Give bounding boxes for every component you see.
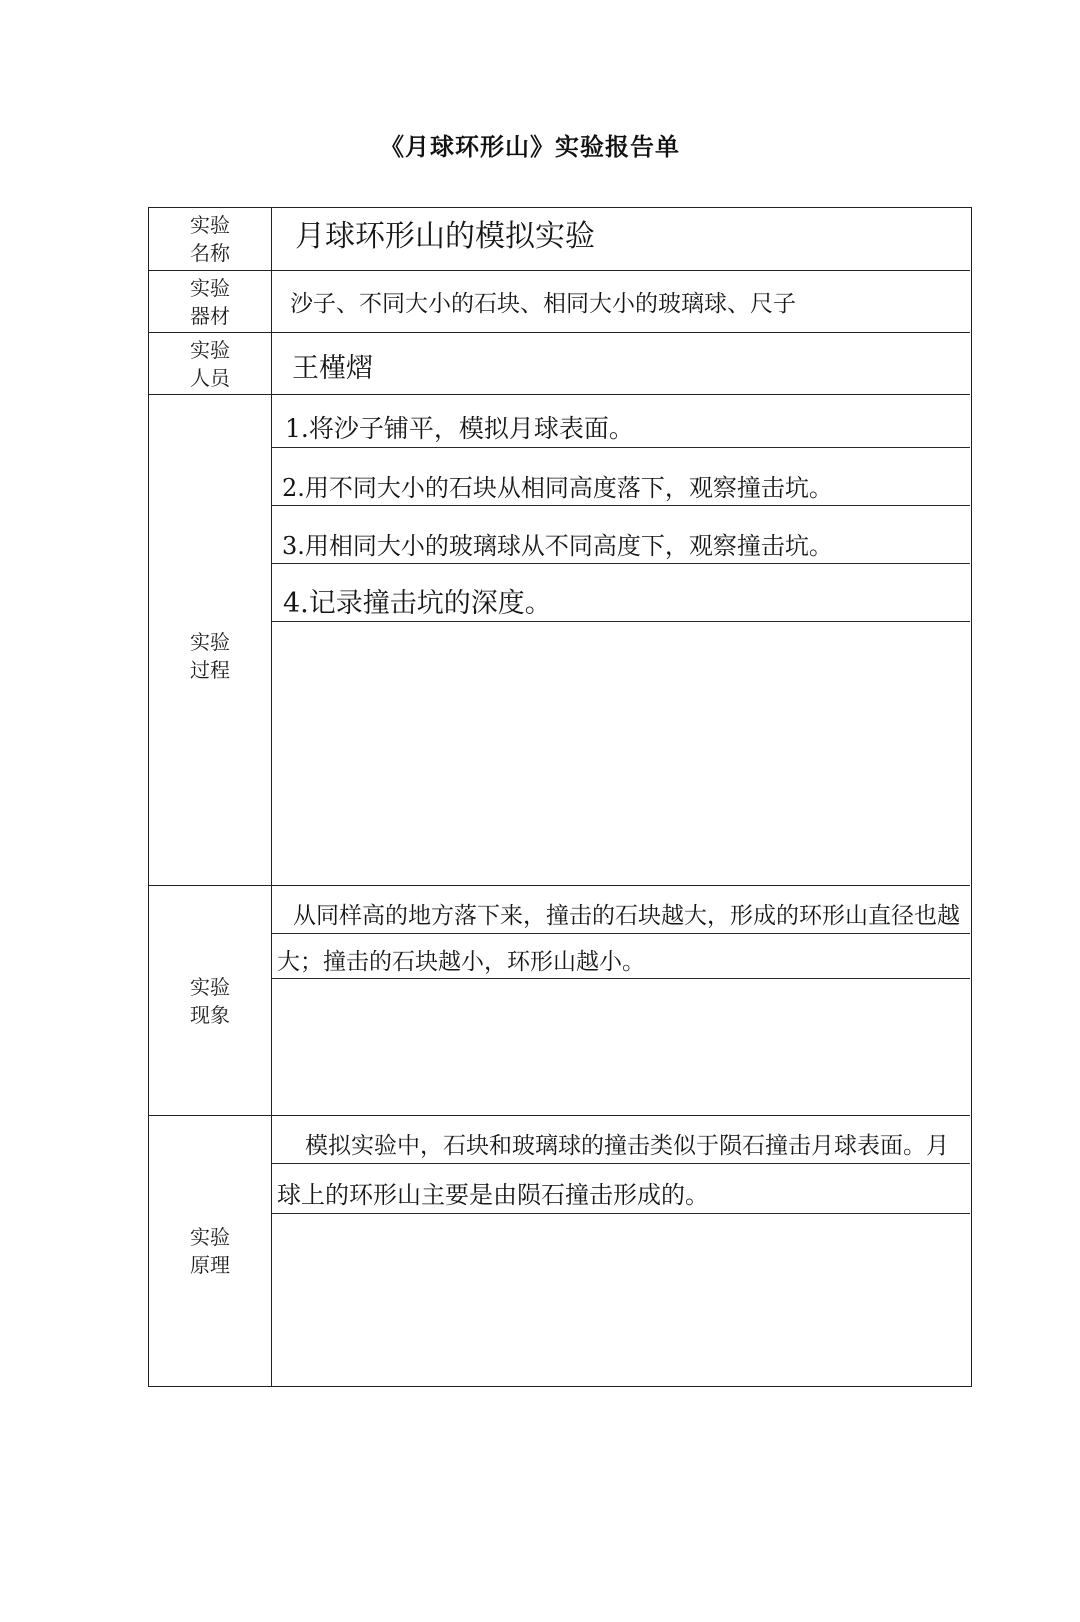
label-line: 实验 — [190, 275, 230, 300]
row-experiment-principle — [149, 1116, 970, 1386]
ruled-line — [272, 621, 970, 622]
handwritten-line: 球上的环形山主要是由陨石撞击形成的。 — [277, 1181, 709, 1209]
handwritten-line: 2.用不同大小的石块从相同高度落下，观察撞击坑。 — [282, 474, 833, 502]
label-line: 器材 — [190, 303, 230, 328]
report-title: 《月球环形山》实验报告单 — [380, 133, 680, 161]
row-experiment-phenomenon — [149, 886, 970, 1116]
ruled-line — [272, 505, 970, 506]
handwritten-line: 4.记录撞击坑的深度。 — [283, 588, 552, 619]
ruled-line — [272, 447, 970, 448]
ruled-line — [272, 978, 970, 979]
ruled-line — [272, 563, 970, 564]
label-line: 实验 — [190, 974, 230, 999]
content-experiment-equipment — [272, 271, 970, 332]
ruled-line — [272, 933, 970, 934]
content-experiment-process — [272, 395, 970, 885]
label-line: 原理 — [190, 1253, 230, 1277]
label-line: 实验 — [190, 1225, 230, 1249]
label-line: 实验 — [190, 337, 230, 362]
row-experiment-process — [149, 395, 970, 886]
row-experiment-equipment — [149, 271, 970, 333]
content-experiment-name — [272, 208, 970, 270]
label-experiment-equipment — [149, 271, 272, 332]
label-experiment-phenomenon — [149, 886, 272, 1115]
handwritten-line: 月球环形山的模拟实验 — [295, 219, 595, 254]
label-line: 实验 — [190, 213, 230, 237]
handwritten-line: 3.用相同大小的玻璃球从不同高度下，观察撞击坑。 — [282, 532, 833, 560]
label-experiment-personnel — [149, 333, 272, 394]
label-line: 现象 — [190, 1002, 230, 1027]
handwritten-line: 1.将沙子铺平，模拟月球表面。 — [285, 414, 634, 443]
handwritten-line: 王槿熠 — [292, 353, 373, 384]
row-experiment-name — [149, 208, 970, 271]
content-experiment-personnel — [272, 333, 970, 394]
row-experiment-personnel — [149, 333, 970, 395]
handwritten-line: 大；撞击的石块越小，环形山越小。 — [277, 949, 645, 975]
handwritten-line: 沙子、不同大小的石块、相同大小的玻璃球、尺子 — [290, 291, 796, 317]
report-table — [148, 207, 972, 1387]
handwritten-line: 模拟实验中，石块和玻璃球的撞击类似于陨石撞击月球表面。月 — [305, 1133, 949, 1159]
label-line: 过程 — [190, 658, 230, 682]
content-experiment-principle — [272, 1116, 970, 1386]
ruled-line — [272, 1213, 970, 1214]
label-experiment-process — [149, 395, 272, 885]
label-line: 实验 — [190, 630, 230, 654]
ruled-line — [272, 1163, 970, 1164]
handwritten-line: 从同样高的地方落下来，撞击的石块越大，形成的环形山直径也越 — [293, 903, 960, 929]
label-experiment-name — [149, 208, 272, 270]
label-line: 名称 — [190, 241, 230, 265]
label-experiment-principle — [149, 1116, 272, 1386]
label-line: 人员 — [190, 365, 230, 390]
content-experiment-phenomenon — [272, 886, 970, 1115]
